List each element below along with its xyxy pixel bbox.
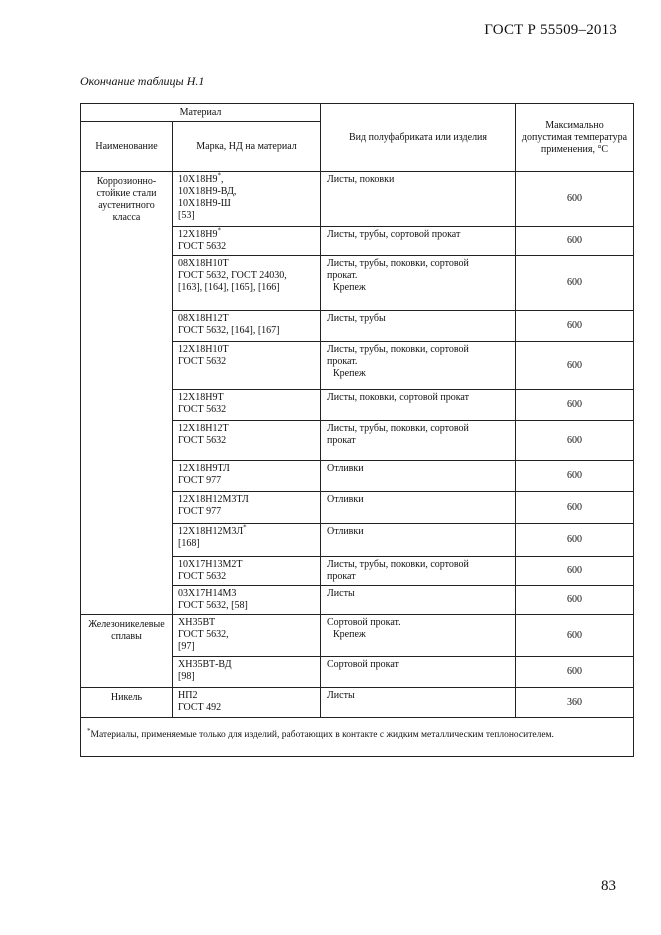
max-temp-cell: 600	[516, 461, 634, 492]
product-line: Листы, трубы	[327, 313, 386, 324]
product-line: прокат	[327, 571, 356, 582]
footnote-text: Материалы, применяемые только для изделий, работающих в контакте с жидким металлическим теплоносителем.	[90, 730, 554, 740]
product-line: прокат	[327, 435, 356, 446]
max-temp-cell: 600	[516, 557, 634, 586]
max-temp-cell: 600	[516, 586, 634, 615]
grade-line: 10Х18Н9-Ш	[178, 198, 231, 209]
product-cell	[321, 492, 516, 524]
grade-line: ГОСТ 5632	[178, 435, 227, 446]
footnote-ref-mark: *	[243, 523, 247, 532]
grade-line: 10Х18Н9*,	[178, 171, 224, 185]
grade-line: 12Х18Н9*	[178, 226, 221, 240]
header-max-temp: Максимально допустимая температура применения, °С	[516, 104, 634, 172]
grade-line: [97]	[178, 641, 195, 652]
grade-cell	[173, 557, 321, 586]
grade-line: [163], [164], [165], [166]	[178, 282, 280, 293]
grade-line: ГОСТ 5632	[178, 356, 227, 367]
product-cell	[321, 688, 516, 718]
grade-line: ГОСТ 977	[178, 506, 222, 517]
grade-line: ГОСТ 5632	[178, 241, 227, 252]
product-line: Листы, трубы, поковки, сортовой	[327, 258, 469, 269]
material-group-name: Никель	[81, 688, 173, 718]
max-temp-cell: 600	[516, 342, 634, 390]
max-temp-cell: 600	[516, 421, 634, 461]
grade-line: 10Х18Н9-ВД,	[178, 186, 237, 197]
product-line: Крепеж	[333, 629, 366, 640]
grade-line: 12Х18Н12М3Л*	[178, 523, 247, 537]
table-body	[81, 172, 634, 718]
material-group-name: Железоникелевые сплавы	[81, 615, 173, 688]
product-line: Листы, поковки	[327, 174, 395, 185]
grade-cell	[173, 227, 321, 256]
grade-line: ГОСТ 5632	[178, 571, 227, 582]
product-line: Листы, трубы, сортовой прокат	[327, 229, 461, 240]
footnote-ref-mark: *	[217, 171, 221, 180]
product-line: Отливки	[327, 494, 364, 505]
product-line: Сортовой прокат	[327, 659, 399, 670]
product-cell	[321, 421, 516, 461]
table-row	[81, 688, 634, 718]
document-header-id: ГОСТ Р 55509–2013	[484, 22, 617, 38]
grade-line: ГОСТ 5632, [58]	[178, 600, 248, 611]
product-cell	[321, 390, 516, 421]
material-group-name: Коррозионно-стойкие стали аустенитного класса	[81, 172, 173, 615]
product-line: Сортовой прокат.	[327, 617, 401, 628]
product-cell	[321, 461, 516, 492]
grade-line: 08Х18Н10Т	[178, 258, 229, 269]
max-temp-cell: 600	[516, 492, 634, 524]
grade-line: [53]	[178, 210, 195, 221]
product-line: прокат.	[327, 356, 358, 367]
grade-line: ГОСТ 5632, [164], [167]	[178, 325, 280, 336]
grade-line: 03Х17Н14М3	[178, 588, 237, 599]
product-cell	[321, 227, 516, 256]
grade-line: ХН35ВТ	[178, 617, 216, 628]
footnote-ref-mark: *	[217, 226, 221, 235]
product-line: Листы, трубы, поковки, сортовой	[327, 423, 469, 434]
max-temp-cell: 600	[516, 172, 634, 227]
footnote-mark: *	[87, 726, 91, 735]
grade-cell	[173, 311, 321, 342]
product-cell	[321, 586, 516, 615]
grade-cell	[173, 688, 321, 718]
grade-line: ГОСТ 5632,	[178, 629, 229, 640]
grade-cell	[173, 461, 321, 492]
grade-line: 08Х18Н12Т	[178, 313, 229, 324]
grade-line: ГОСТ 5632	[178, 404, 227, 415]
table-caption: Окончание таблицы Н.1	[80, 74, 205, 88]
grade-cell	[173, 524, 321, 557]
grade-line: ХН35ВТ-ВД	[178, 659, 232, 670]
header-grade: Марка, НД на материал	[173, 122, 321, 172]
grade-cell	[173, 390, 321, 421]
header-name: Наименование	[81, 122, 173, 172]
grade-line: 12Х18Н9ТЛ	[178, 463, 230, 474]
product-line: Листы, трубы, поковки, сортовой	[327, 559, 469, 570]
max-temp-cell: 600	[516, 256, 634, 311]
grade-line: 12Х18Н12Т	[178, 423, 229, 434]
max-temp-cell: 360	[516, 688, 634, 718]
grade-cell	[173, 492, 321, 524]
product-line: Листы, трубы, поковки, сортовой	[327, 344, 469, 355]
product-cell	[321, 615, 516, 657]
product-cell	[321, 172, 516, 227]
product-cell	[321, 657, 516, 688]
product-line: Листы	[327, 690, 355, 701]
max-temp-cell: 600	[516, 390, 634, 421]
table-row	[81, 172, 634, 227]
product-line: Отливки	[327, 526, 364, 537]
footnote	[81, 718, 634, 757]
grade-line: 12Х18Н12М3ТЛ	[178, 494, 249, 505]
product-line: прокат.	[327, 270, 358, 281]
product-cell	[321, 557, 516, 586]
grade-line: 10Х17Н13М2Т	[178, 559, 243, 570]
grade-line: 12Х18Н10Т	[178, 344, 229, 355]
grade-line: 12Х18Н9Т	[178, 392, 224, 403]
product-line: Крепеж	[333, 282, 366, 293]
grade-cell	[173, 421, 321, 461]
max-temp-cell: 600	[516, 524, 634, 557]
product-cell	[321, 524, 516, 557]
grade-line: ГОСТ 492	[178, 702, 222, 713]
grade-line: НП2	[178, 690, 198, 701]
max-temp-cell: 600	[516, 227, 634, 256]
max-temp-cell: 600	[516, 657, 634, 688]
grade-cell	[173, 586, 321, 615]
grade-cell	[173, 615, 321, 657]
product-cell	[321, 342, 516, 390]
grade-cell	[173, 657, 321, 688]
grade-cell	[173, 256, 321, 311]
grade-line: [168]	[178, 538, 200, 549]
materials-table	[80, 103, 634, 757]
grade-line: ГОСТ 977	[178, 475, 222, 486]
grade-line: ГОСТ 5632, ГОСТ 24030,	[178, 270, 287, 281]
header-material: Материал	[81, 104, 321, 122]
table-row	[81, 615, 634, 657]
max-temp-cell: 600	[516, 311, 634, 342]
grade-cell	[173, 172, 321, 227]
product-line: Листы, поковки, сортовой прокат	[327, 392, 469, 403]
product-cell	[321, 311, 516, 342]
product-line: Крепеж	[333, 368, 366, 379]
grade-cell	[173, 342, 321, 390]
page-number: 83	[601, 878, 616, 894]
product-line: Листы	[327, 588, 355, 599]
header-product: Вид полуфабриката или изделия	[321, 104, 516, 172]
product-line: Отливки	[327, 463, 364, 474]
product-cell	[321, 256, 516, 311]
grade-line: [98]	[178, 671, 195, 682]
max-temp-cell: 600	[516, 615, 634, 657]
